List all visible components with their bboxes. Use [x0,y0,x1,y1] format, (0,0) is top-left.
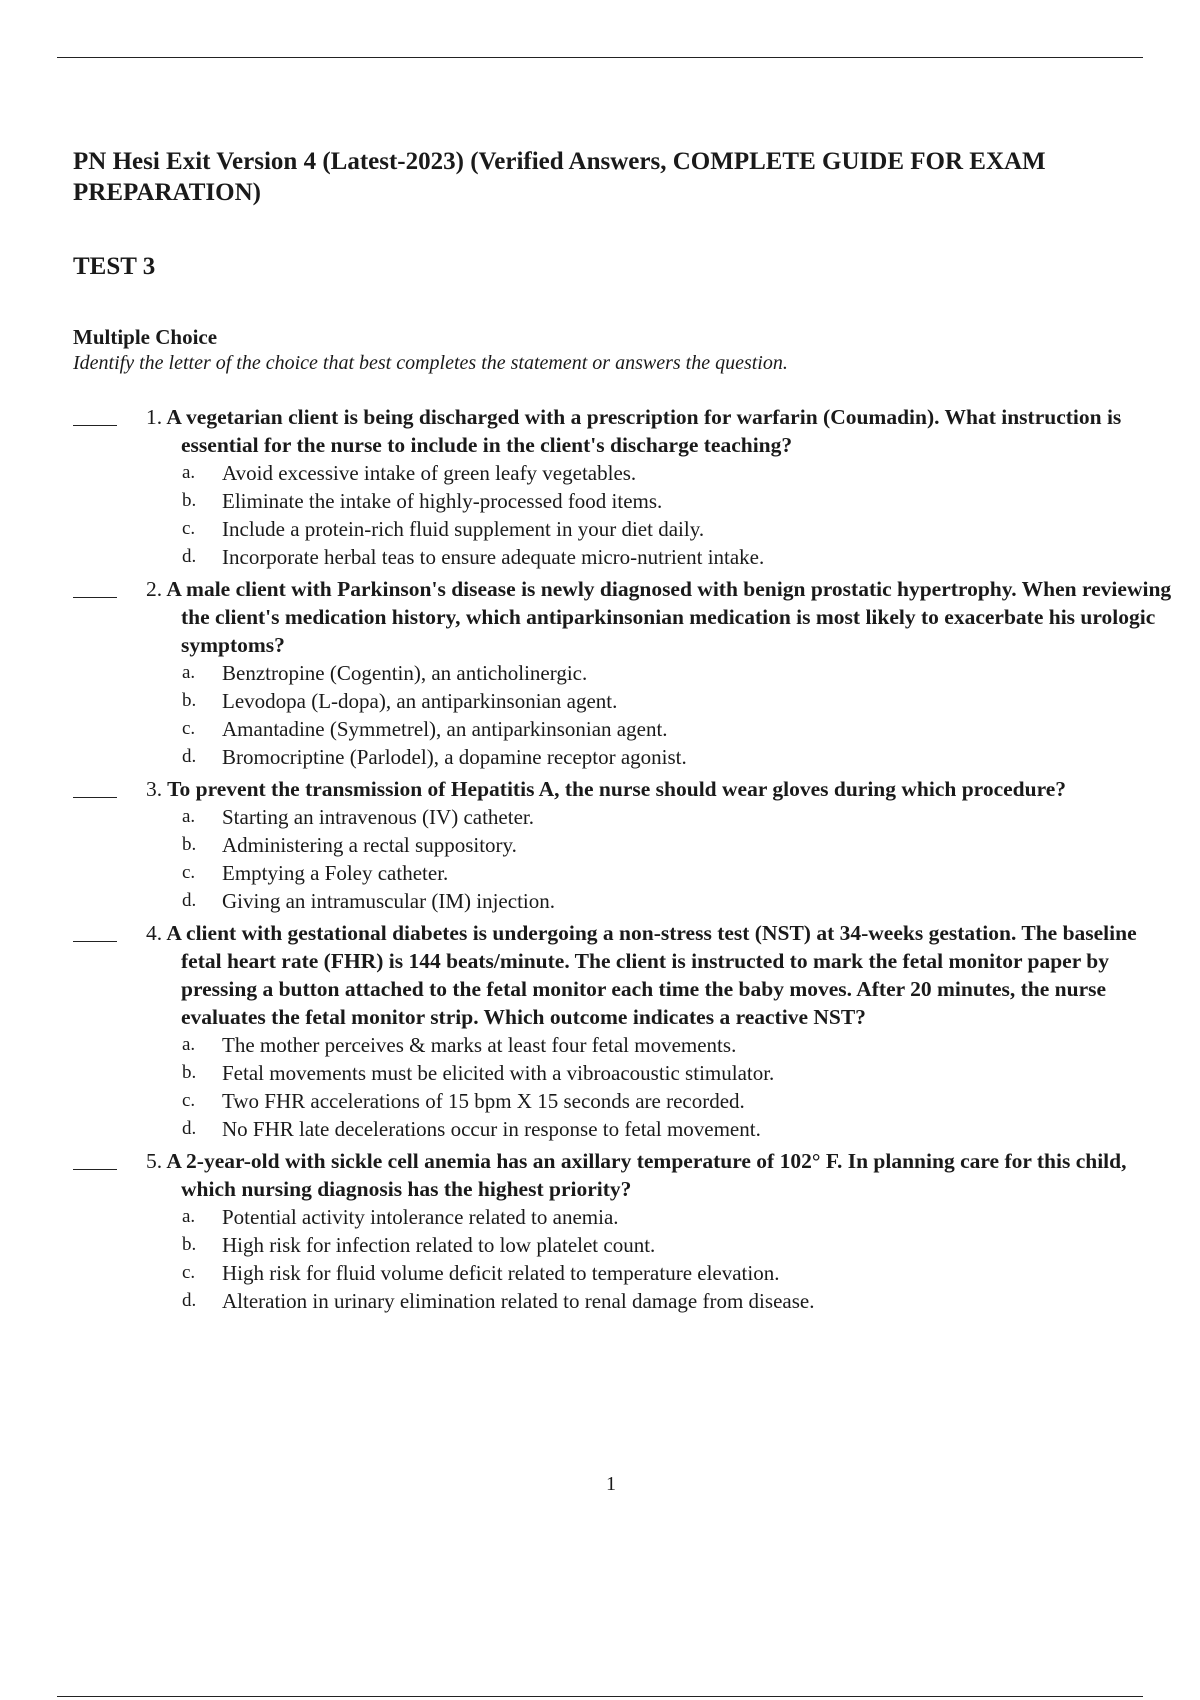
choice-list [0,1031,1200,1143]
bottom-rule [57,1696,1143,1697]
section-heading: Multiple Choice [73,325,218,349]
choice-letter: c. [182,1090,196,1111]
choice-letter: a. [182,1206,196,1227]
choice-c [0,715,1200,743]
choice-b [0,487,1200,515]
question-3 [0,775,1200,915]
choice-text: Avoid excessive intake of green leafy vegetables. [222,461,637,485]
question-text: A vegetarian client is being discharged with a prescription for warfarin (Coumadin). What instruction is essential for the nurse to include in the client's discharge teaching? [166,405,1122,457]
choice-letter: b. [182,690,197,711]
choice-letter: b. [182,490,197,511]
choice-c [0,1087,1200,1115]
choice-letter: c. [182,1262,196,1283]
instructions: Identify the letter of the choice that best completes the statement or answers the question. [73,352,788,374]
choice-text: Administering a rectal suppository. [222,833,517,857]
question-4 [0,919,1200,1143]
choice-b [0,1059,1200,1087]
question-list [0,403,1200,1319]
question-stem [146,403,1181,459]
question-stem [146,919,1181,1031]
choice-c [0,515,1200,543]
choice-text: Benztropine (Cogentin), an anticholinergic. [222,661,588,685]
choice-a [0,459,1200,487]
question-text: A 2-year-old with sickle cell anemia has an axillary temperature of 102° F. In planning care for this child, which nursing diagnosis has the highest priority? [166,1149,1127,1201]
choice-a [0,1203,1200,1231]
choice-letter: c. [182,718,196,739]
question-text: A male client with Parkinson's disease is newly diagnosed with benign prostatic hypertrophy. When reviewing the client's medication history, which antiparkinsonian medication is most likely to exacerbate his urologic symptoms? [166,577,1172,657]
choice-text: Emptying a Foley catheter. [222,861,449,885]
choice-letter: d. [182,890,197,911]
choice-list [0,1203,1200,1315]
choice-b [0,831,1200,859]
answer-blank[interactable] [73,797,117,798]
choice-letter: d. [182,1290,197,1311]
question-stem [146,575,1181,659]
question-number: 4. [146,921,163,945]
question-number: 5. [146,1149,163,1173]
choice-d [0,743,1200,771]
document-title: PN Hesi Exit Version 4 (Latest-2023) (Verified Answers, COMPLETE GUIDE FOR EXAM PREPARATION) [73,148,1046,206]
choice-d [0,543,1200,571]
choice-letter: b. [182,1062,197,1083]
question-2 [0,575,1200,771]
choice-text: Levodopa (L-dopa), an antiparkinsonian agent. [222,689,618,713]
question-5 [0,1147,1200,1315]
question-1 [0,403,1200,571]
answer-blank[interactable] [73,425,117,426]
top-rule [57,57,1143,58]
choice-list [0,803,1200,915]
choice-text: High risk for fluid volume deficit related to temperature elevation. [222,1261,780,1285]
page-number: 1 [606,1473,616,1495]
choice-b [0,687,1200,715]
choice-c [0,1259,1200,1287]
choice-text: Eliminate the intake of highly-processed food items. [222,489,663,513]
choice-d [0,1115,1200,1143]
choice-a [0,659,1200,687]
choice-letter: c. [182,518,196,539]
choice-d [0,1287,1200,1315]
choice-letter: a. [182,1034,196,1055]
choice-a [0,1031,1200,1059]
choice-text: Bromocriptine (Parlodel), a dopamine receptor agonist. [222,745,687,769]
question-stem [146,1147,1181,1203]
choice-list [0,459,1200,571]
choice-letter: b. [182,834,197,855]
choice-letter: a. [182,806,196,827]
choice-text: Alteration in urinary elimination related to renal damage from disease. [222,1289,815,1313]
choice-text: Include a protein-rich fluid supplement in your diet daily. [222,517,705,541]
choice-text: Fetal movements must be elicited with a vibroacoustic stimulator. [222,1061,775,1085]
choice-text: Starting an intravenous (IV) catheter. [222,805,534,829]
answer-blank[interactable] [73,597,117,598]
choice-text: Incorporate herbal teas to ensure adequate micro-nutrient intake. [222,545,765,569]
choice-d [0,887,1200,915]
question-number: 1. [146,405,163,429]
choice-letter: d. [182,546,197,567]
question-text: To prevent the transmission of Hepatitis A, the nurse should wear gloves during which procedure? [167,777,1067,801]
choice-text: Giving an intramuscular (IM) injection. [222,889,555,913]
choice-c [0,859,1200,887]
answer-blank[interactable] [73,941,117,942]
choice-letter: d. [182,1118,197,1139]
choice-text: Potential activity intolerance related to anemia. [222,1205,619,1229]
question-text: A client with gestational diabetes is undergoing a non-stress test (NST) at 34-weeks gestation. The baseline fetal heart rate (FHR) is 144 beats/minute. The client is instructed to mark the fetal monitor paper by pressing a button attached to the fetal monitor each time the baby moves. After 20 minutes, the nurse evaluates the fetal monitor strip. Which outcome indicates a reactive NST? [166,921,1137,1029]
test-heading: TEST 3 [73,253,156,280]
choice-a [0,803,1200,831]
question-number: 2. [146,577,163,601]
choice-letter: c. [182,862,196,883]
choice-text: No FHR late decelerations occur in response to fetal movement. [222,1117,761,1141]
choice-letter: a. [182,462,196,483]
choice-text: High risk for infection related to low platelet count. [222,1233,656,1257]
question-number: 3. [146,777,163,801]
choice-letter: d. [182,746,197,767]
choice-list [0,659,1200,771]
answer-blank[interactable] [73,1169,117,1170]
choice-letter: b. [182,1234,197,1255]
choice-text: The mother perceives & marks at least four fetal movements. [222,1033,737,1057]
question-stem [146,775,1181,803]
choice-text: Two FHR accelerations of 15 bpm X 15 seconds are recorded. [222,1089,745,1113]
choice-text: Amantadine (Symmetrel), an antiparkinsonian agent. [222,717,668,741]
choice-b [0,1231,1200,1259]
choice-letter: a. [182,662,196,683]
